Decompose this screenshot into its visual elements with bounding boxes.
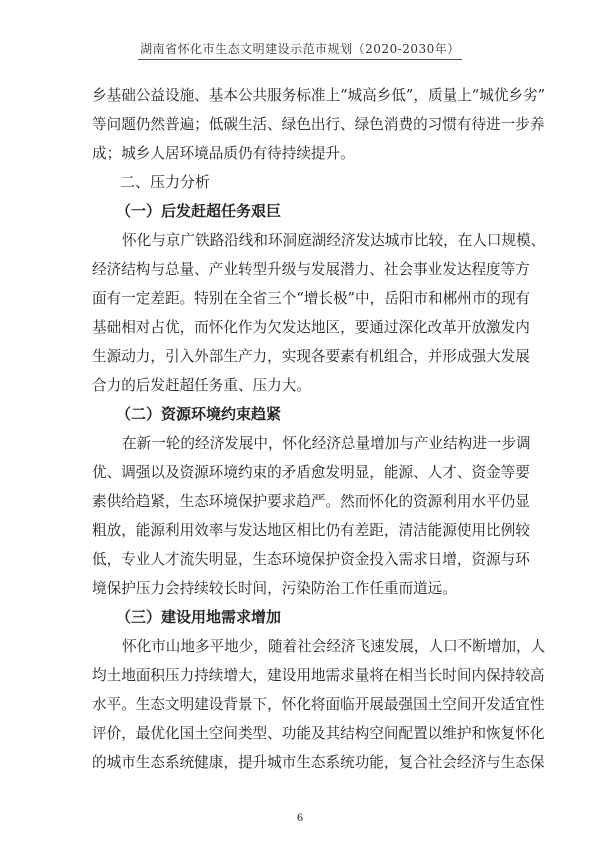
text-line: 均土地面积压力持续增大，建设用地需求量将在相当长时间内保持较高 [92, 667, 545, 684]
header-title: 湖南省怀化市生态文明建设示范市规划（2020-2030年） [138, 40, 462, 60]
paragraph [92, 226, 546, 400]
paragraph [92, 632, 546, 777]
text-line: 水平。生态文明建设背景下，怀化将面临开展最强国土空间开发适宜性 [92, 696, 545, 713]
text-line: 低，专业人才流失明显，生态环境保护资金投入需求日增，资源与环 [92, 551, 530, 568]
text-line: 面有一定差距。特别在全省三个“增长极”中，岳阳市和郴州市的现有 [92, 290, 531, 307]
text-line: 等问题仍然普遍；低碳生活、绿色出行、绿色消费的习惯有待进一步养 [92, 116, 545, 133]
subsection-heading: （二）资源环境约束趋紧 [116, 405, 282, 423]
text-line: 评价，最优化国土空间类型、功能及其结构空间配置以维护和恢复怀化 [92, 725, 545, 742]
text-line: 合力的后发赶超任务重、压力大。 [92, 377, 311, 394]
paragraph [92, 81, 546, 168]
subsection-heading: （一）后发赶超任务艰巨 [116, 202, 282, 220]
text-line: 生源动力，引入外部生产力，实现各要素有机组合，并形成强大发展 [92, 348, 530, 365]
paragraph [92, 429, 531, 603]
text-line: 在新一轮的经济发展中，怀化经济总量增加与产业结构进一步调 [122, 435, 531, 452]
document-body [92, 81, 546, 777]
page-number: 6 [297, 810, 303, 824]
text-line: 经济结构与总量、产业转型升级与发展潜力、社会事业发达程度等方 [92, 261, 530, 278]
section-heading: 二、压力分析 [120, 173, 211, 191]
subsection-heading: （三）建设用地需求增加 [116, 608, 282, 626]
running-header [0, 38, 600, 60]
text-line: 的城市生态系统健康，提升城市生态系统功能，复合社会经济与生态保 [92, 754, 545, 771]
text-line: 素供给趋紧，生态环境保护要求趋严。然而怀化的资源利用水平仍显 [92, 493, 530, 510]
text-line: 怀化与京广铁路沿线和环洞庭湖经济发达城市比较，在人口规模、 [122, 232, 546, 249]
text-line: 乡基础公益设施、基本公共服务标准上“城高乡低”，质量上“城优乡劣” [92, 87, 546, 104]
text-line: 境保护压力会持续较长时间，污染防治工作任重而道远。 [92, 580, 457, 597]
text-line: 基础相对占优，而怀化作为欠发达地区，要通过深化改革开放激发内 [92, 319, 530, 336]
text-line: 成；城乡人居环境品质仍有待持续提升。 [92, 145, 355, 162]
text-line: 优、调强以及资源环境约束的矛盾愈发明显，能源、人才、资金等要 [92, 464, 530, 481]
text-line: 怀化市山地多平地少，随着社会经济飞速发展，人口不断增加，人 [122, 638, 546, 655]
text-line: 粗放，能源利用效率与发达地区相比仍有差距，清洁能源使用比例较 [92, 522, 530, 539]
